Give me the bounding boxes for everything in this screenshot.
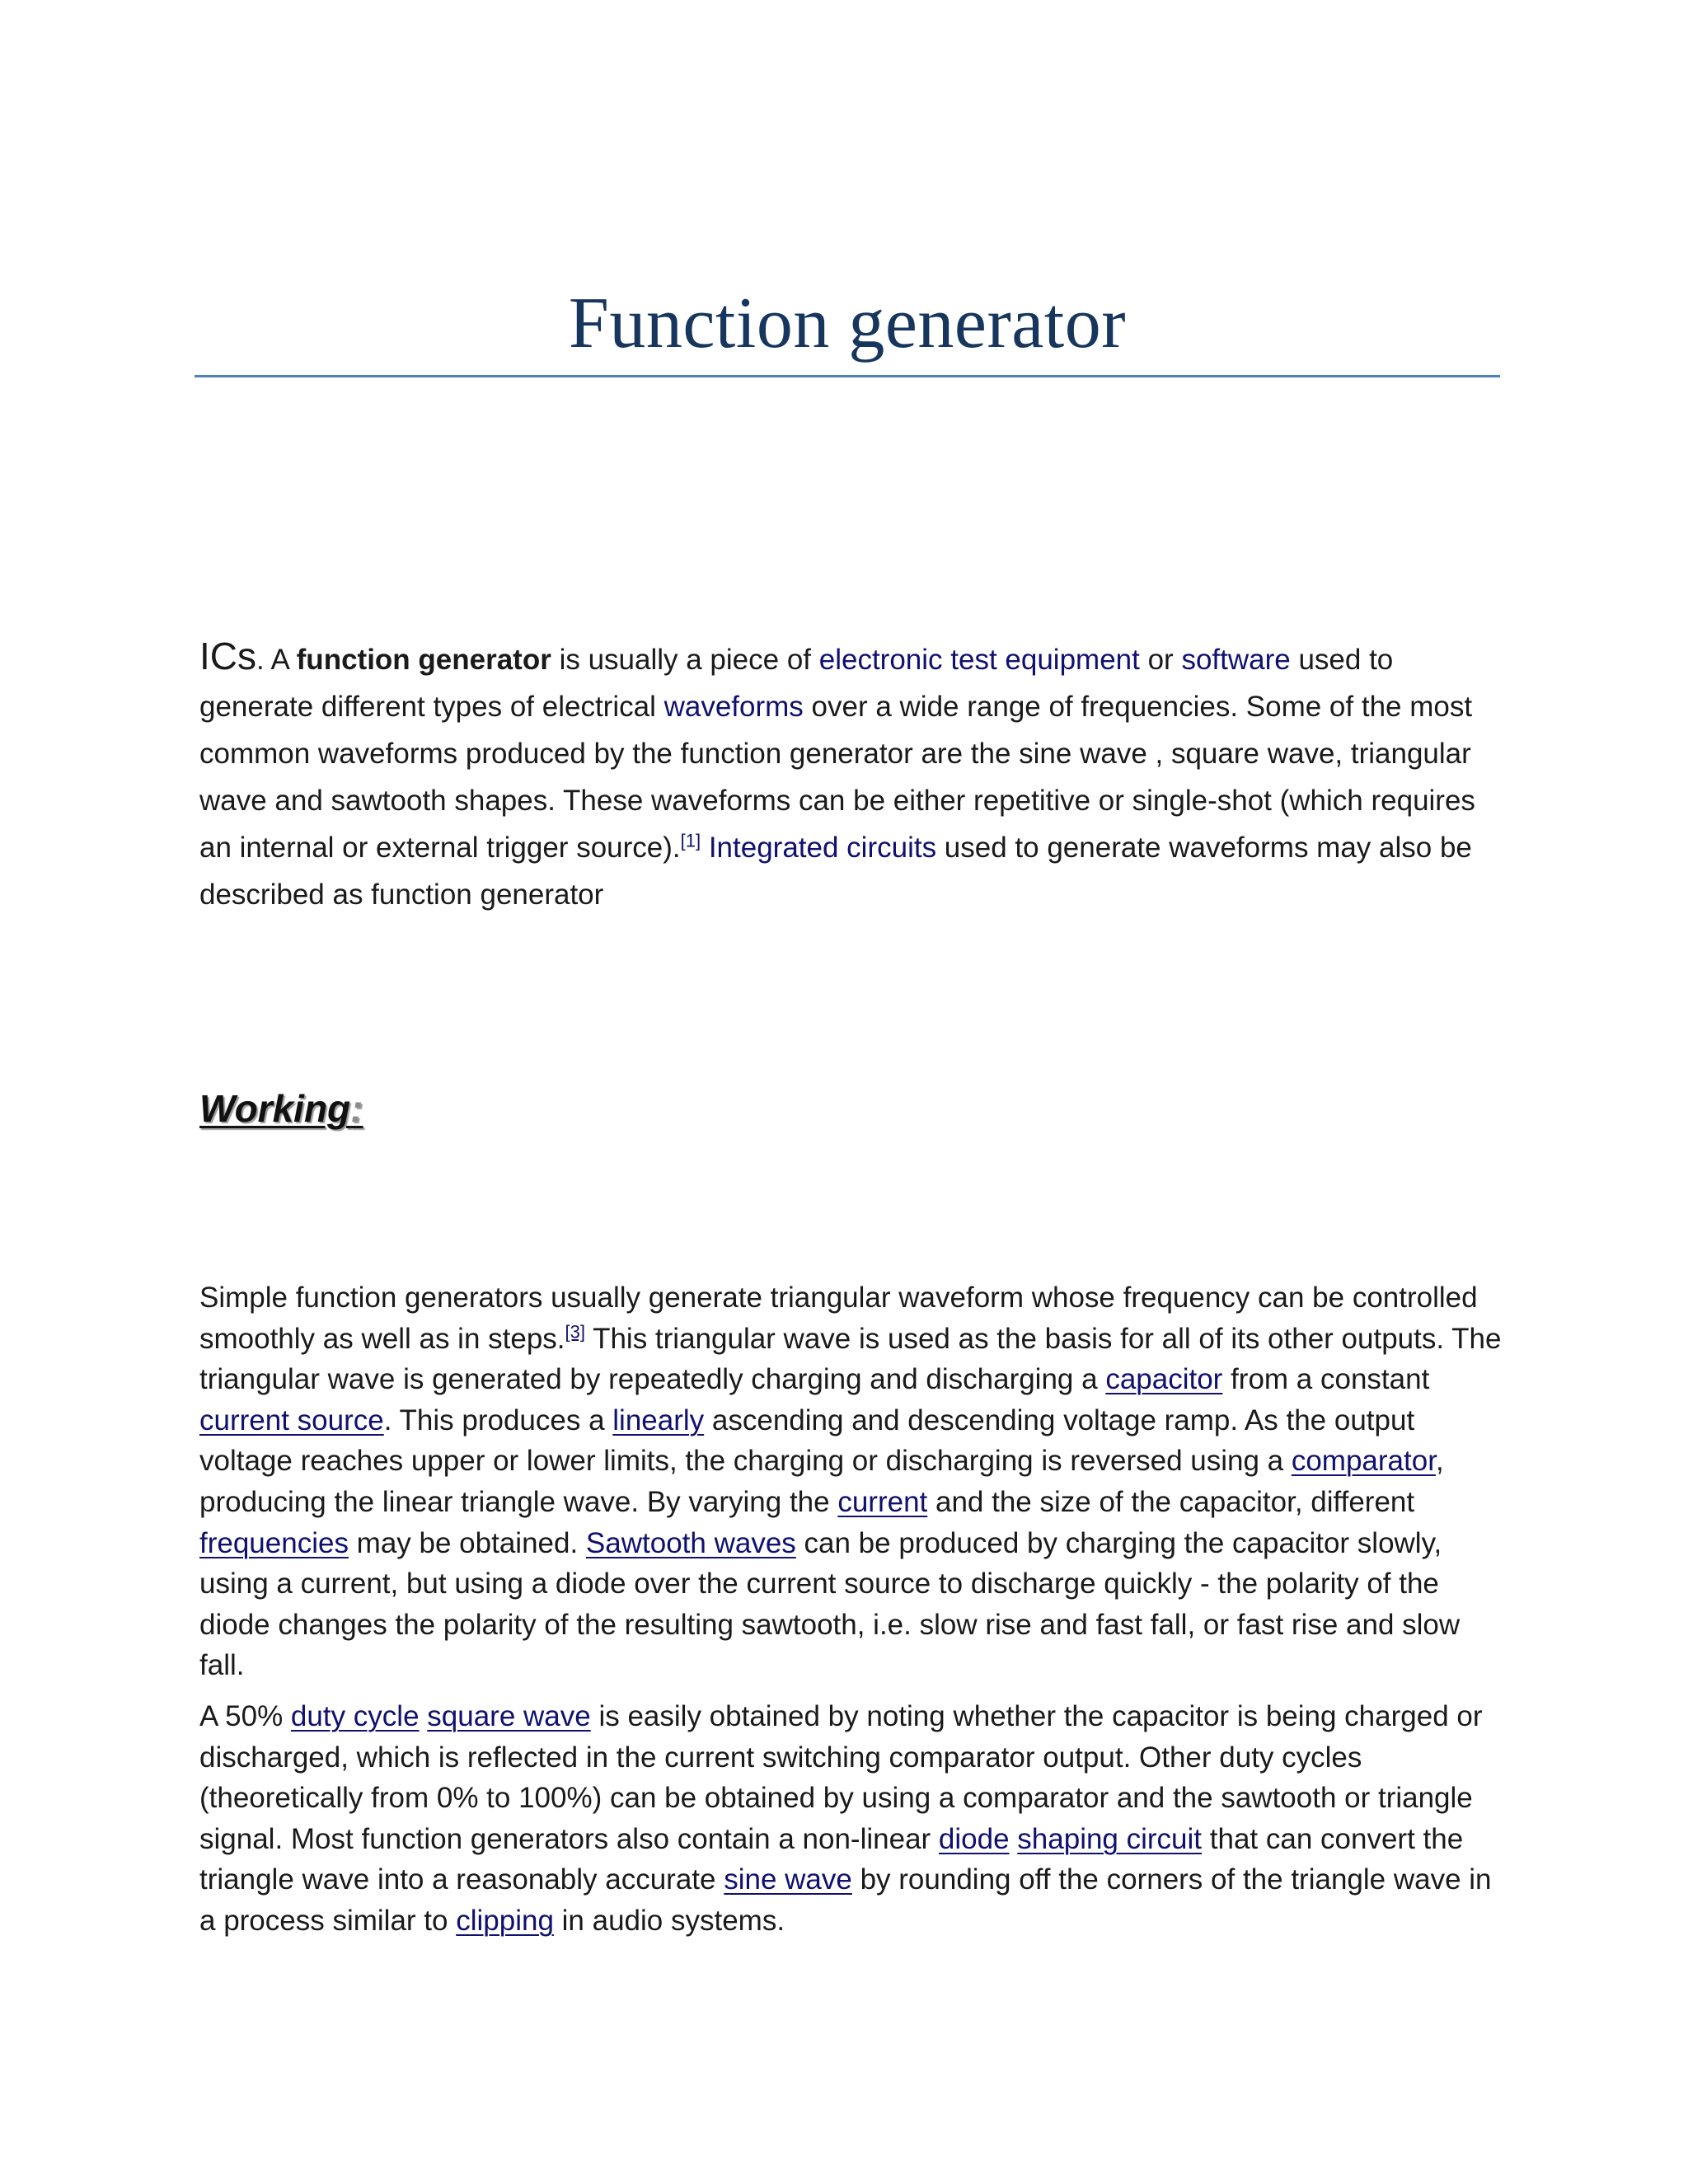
link-software[interactable]: software	[1181, 644, 1291, 676]
body-text: is easily obtained by noting whether the capacitor is being charged or discharged, which is reflected in the current switching comparator output. Other duty cycles (theoretically from 0% to 100%) can be obtained by using a comparator and the sawtooth or triangle signal. Most function generators also contain a non-linear	[199, 1700, 1483, 1855]
link-clipping[interactable]: clipping	[456, 1904, 554, 1937]
intro-text: used to generate waveforms may also be described as function generator	[199, 832, 1472, 911]
heading-text: Working	[199, 1087, 351, 1130]
title-underline-rule	[195, 375, 1500, 377]
link-integrated-circuits[interactable]: Integrated circuits	[708, 832, 937, 864]
footnote-ref-3[interactable]: [3]	[565, 1320, 585, 1342]
document-title: Function generator	[568, 284, 1127, 363]
link-current-source[interactable]: current source	[199, 1404, 384, 1436]
working-paragraph-2	[199, 1696, 1502, 1942]
link-duty-cycle[interactable]: duty cycle	[290, 1700, 420, 1732]
body-text: in audio systems.	[553, 1904, 785, 1937]
link-waveforms[interactable]: waveforms	[663, 691, 804, 723]
body-text: that can convert the triangle wave into a reasonably accurate	[199, 1822, 1464, 1896]
body-text: by rounding off the corners of the triangle wave in a process similar to	[199, 1863, 1492, 1937]
link-sine-wave[interactable]: sine wave	[724, 1863, 852, 1896]
link-square-wave[interactable]: square wave	[427, 1700, 591, 1732]
intro-text	[701, 832, 709, 864]
body-text	[1010, 1823, 1018, 1855]
link-capacitor[interactable]: capacitor	[1105, 1363, 1223, 1396]
body-text: from a constant	[1222, 1363, 1430, 1396]
body-text: , producing the linear triangle wave. By varying the	[199, 1445, 1444, 1518]
intro-text: used to generate different types of electrical	[199, 644, 1394, 723]
body-text: can be produced by charging the capacitor slowly, using a current, but using a diode over the current source to discharge quickly - the polarity of the diode changes the polarity of the resulting sawtooth, i.e. slow rise and fast fall, or fast rise and slow fall.	[199, 1526, 1461, 1682]
link-current[interactable]: current	[837, 1485, 928, 1518]
body-text: A 50%	[199, 1700, 291, 1732]
intro-text: is usually a piece of	[551, 644, 819, 676]
body-text	[420, 1700, 428, 1732]
intro-bold-term: function generator	[296, 644, 551, 676]
body-text: . This produces a	[383, 1404, 613, 1436]
link-linearly[interactable]: linearly	[612, 1404, 705, 1436]
link-shaping-circuit[interactable]: shaping circuit	[1017, 1822, 1203, 1855]
intro-text: or	[1139, 644, 1182, 676]
body-text: and the size of the capacitor, different	[927, 1485, 1415, 1518]
section-heading-working	[199, 1086, 363, 1131]
working-paragraph-1	[199, 1277, 1502, 1686]
link-comparator[interactable]: comparator	[1291, 1445, 1436, 1478]
link-sawtooth-waves[interactable]: Sawtooth waves	[585, 1526, 796, 1559]
intro-paragraph	[199, 633, 1502, 918]
link-electronic-test-equipment[interactable]: electronic test equipment	[818, 644, 1140, 676]
intro-ics-text: ICs	[199, 635, 256, 677]
intro-text: . A	[256, 644, 297, 676]
body-text: may be obtained.	[348, 1526, 586, 1559]
heading-colon: :	[350, 1087, 363, 1130]
intro-text: over a wide range of frequencies. Some of the most common waveforms produced by the function generator are the sine wave , square wave, triangular wave and sawtooth shapes. These waveforms can be either repetitive or single-shot (which requires an internal or external trigger source).	[199, 691, 1475, 864]
body-text: Simple function generators usually generate triangular waveform whose frequency can be controlled smoothly as well as in steps.	[199, 1282, 1478, 1355]
link-diode[interactable]: diode	[938, 1822, 1010, 1855]
body-text: This triangular wave is used as the basis for all of its other outputs. The triangular wave is generated by repeatedly charging and discharging a	[199, 1322, 1502, 1396]
body-text: ascending and descending voltage ramp. As the output voltage reaches upper or lower limits, the charging or discharging is reversed using a	[199, 1404, 1415, 1478]
link-frequencies[interactable]: frequencies	[199, 1526, 349, 1559]
footnote-ref-1[interactable]: [1]	[680, 830, 701, 851]
